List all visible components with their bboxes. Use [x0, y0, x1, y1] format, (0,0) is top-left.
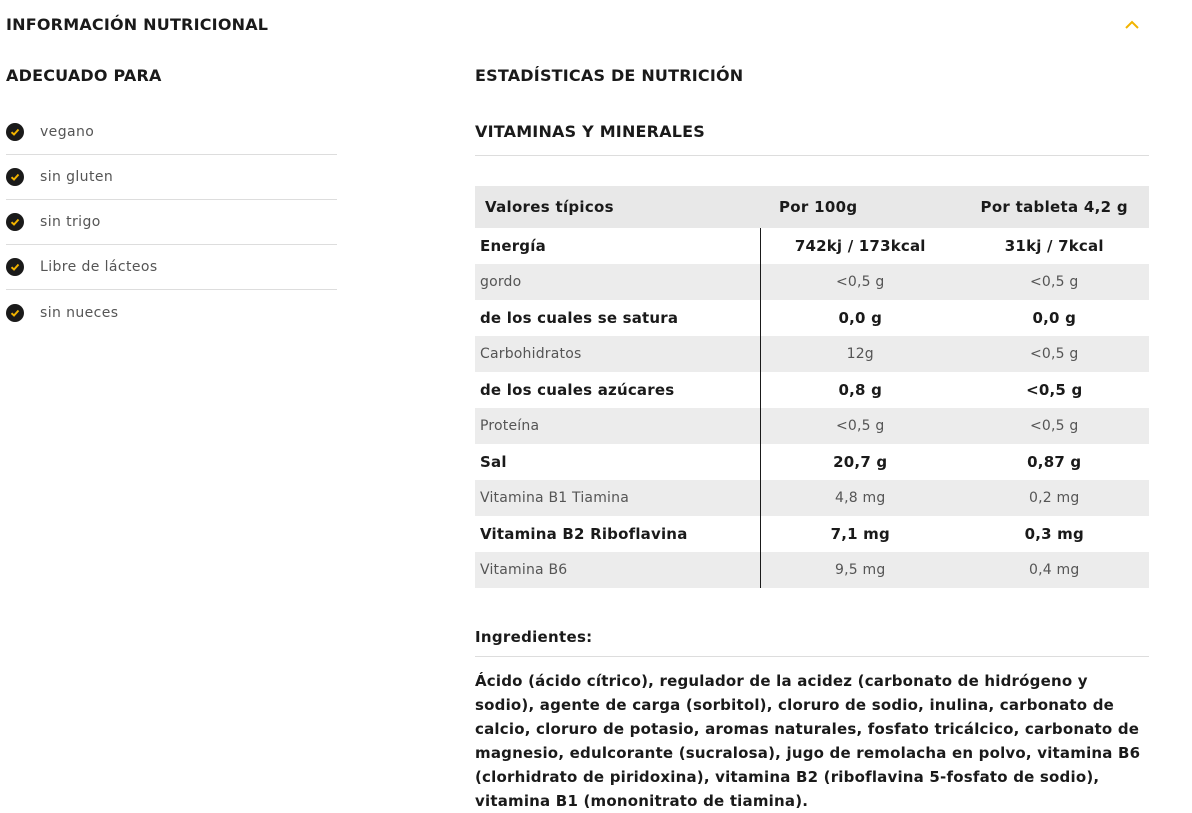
table-row — [475, 372, 1149, 408]
table-row — [475, 552, 1149, 588]
table-cell: Carbohidratos — [475, 336, 760, 372]
suitable-label: sin gluten — [40, 169, 114, 185]
nutrition-info-header[interactable] — [6, 13, 1146, 37]
table-cell: 0,2 mg — [960, 480, 1149, 516]
suitable-label: sin trigo — [40, 214, 101, 230]
table-row — [475, 408, 1149, 444]
list-item — [6, 200, 337, 245]
table-cell: gordo — [475, 264, 760, 300]
table-cell: 0,0 g — [1032, 309, 1077, 327]
list-item — [6, 245, 337, 290]
check-icon — [6, 304, 24, 322]
section-title: INFORMACIÓN NUTRICIONAL — [6, 15, 269, 34]
nutrition-table — [475, 186, 1149, 588]
table-cell: <0,5 g — [960, 336, 1149, 372]
check-icon — [6, 213, 24, 231]
table-row — [475, 516, 1149, 552]
table-row — [475, 300, 1149, 336]
suitable-for-list — [6, 110, 337, 335]
check-icon — [6, 258, 24, 276]
table-cell: <0,5 g — [760, 264, 960, 300]
table-cell: <0,5 g — [960, 408, 1149, 444]
table-cell: 0,4 mg — [960, 552, 1149, 588]
column-header: Por 100g — [760, 186, 960, 228]
list-item — [6, 110, 337, 155]
table-row — [475, 444, 1149, 480]
table-cell: 4,8 mg — [760, 480, 960, 516]
suitable-label: vegano — [40, 124, 95, 140]
table-cell: de los cuales azúcares — [475, 372, 760, 408]
table-cell: 0,87 g — [1027, 453, 1082, 471]
table-cell: 0,0 g — [838, 309, 883, 327]
list-item — [6, 290, 337, 335]
table-cell: 742kj / 173kcal — [794, 237, 926, 255]
column-header: Por tableta 4,2 g — [960, 186, 1149, 228]
list-item — [6, 155, 337, 200]
vitamins-minerals-title: VITAMINAS Y MINERALES — [475, 120, 1149, 156]
table-cell: 9,5 mg — [760, 552, 960, 588]
table-cell: 20,7 g — [833, 453, 888, 471]
suitable-for-title: ADECUADO PARA — [6, 66, 162, 85]
table-cell: Vitamina B1 Tiamina — [475, 480, 760, 516]
ingredients-title: Ingredientes: — [475, 628, 1149, 657]
table-cell: <0,5 g — [960, 264, 1149, 300]
table-cell: de los cuales se satura — [475, 300, 760, 336]
check-icon — [6, 168, 24, 186]
suitable-label: Libre de lácteos — [40, 259, 158, 275]
table-cell: Vitamina B2 Riboflavina — [475, 516, 760, 552]
table-row — [475, 480, 1149, 516]
table-cell: <0,5 g — [760, 408, 960, 444]
table-row — [475, 336, 1149, 372]
nutrition-stats-title: ESTADÍSTICAS DE NUTRICIÓN — [475, 66, 744, 85]
table-cell: Sal — [475, 444, 760, 480]
table-cell: Energía — [475, 228, 760, 264]
column-header: Valores típicos — [475, 186, 760, 228]
nutrition-panel — [475, 64, 1149, 813]
suitable-for-panel — [6, 64, 337, 335]
table-cell: 7,1 mg — [830, 525, 890, 543]
table-header-row — [475, 186, 1149, 228]
table-cell: <0,5 g — [1026, 381, 1083, 399]
table-cell: Vitamina B6 — [475, 552, 760, 588]
table-row — [475, 228, 1149, 264]
table-cell: 0,3 mg — [1024, 525, 1084, 543]
table-cell: 12g — [760, 336, 960, 372]
table-row — [475, 264, 1149, 300]
table-cell: 31kj / 7kcal — [1004, 237, 1104, 255]
chevron-up-icon[interactable] — [1124, 17, 1140, 33]
table-cell: 0,8 g — [838, 381, 883, 399]
table-cell: Proteína — [475, 408, 760, 444]
suitable-label: sin nueces — [40, 304, 119, 321]
check-icon — [6, 123, 24, 141]
ingredients-text: Ácido (ácido cítrico), regulador de la acidez (carbonato de hidrógeno y sodio), agente de carga (sorbitol), cloruro de sodio, inulina, carbonato de calcio, cloruro de potasio, aromas naturales, fosfato tricálcico, carbonato de magnesio, edulcorante (sucralosa), jugo de remolacha en polvo, vitamina B6 (clorhidrato de piridoxina), vitamina B2 (riboflavina 5-fosfato de sodio), vitamina B1 (mononitrato de tiamina). — [475, 672, 1141, 810]
